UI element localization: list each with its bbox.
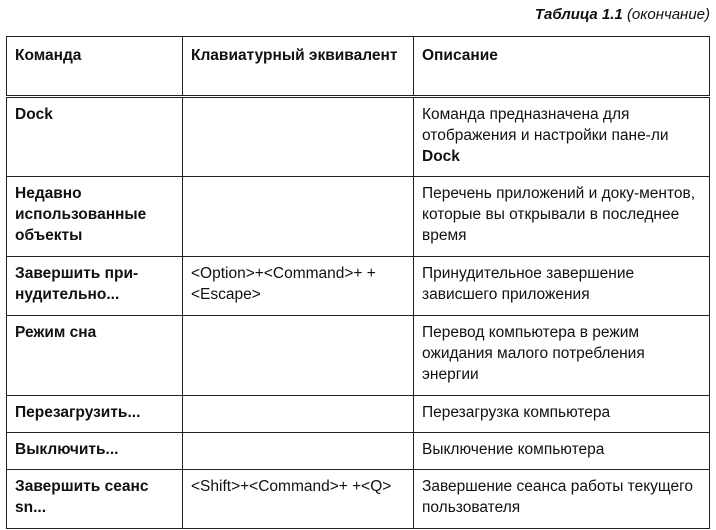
row-command: Перезагрузить... bbox=[7, 396, 183, 433]
row-description: Выключение компьютера bbox=[414, 433, 710, 470]
row-keyboard: <Shift>+<Command>+ +<Q> bbox=[183, 470, 414, 529]
table-caption-note: (окончание) bbox=[626, 6, 710, 23]
row-description: Перезагрузка компьютера bbox=[414, 396, 710, 433]
row-command: Режим сна bbox=[7, 316, 183, 396]
table-caption-label: Таблица 1.1 bbox=[534, 6, 623, 23]
row-keyboard bbox=[183, 177, 414, 257]
table-row bbox=[7, 316, 710, 396]
row-keyboard bbox=[183, 433, 414, 470]
row-keyboard bbox=[183, 396, 414, 433]
header-command: Команда bbox=[7, 37, 183, 97]
table-row bbox=[7, 470, 710, 529]
header-description: Описание bbox=[414, 37, 710, 97]
row-description: Перечень приложений и доку-ментов, которые вы открывали в последнее время bbox=[414, 177, 710, 257]
header-keyboard: Клавиатурный эквивалент bbox=[183, 37, 414, 97]
row-description bbox=[414, 97, 710, 177]
row-description-bold: Dock bbox=[422, 148, 460, 165]
row-keyboard bbox=[183, 316, 414, 396]
row-description: Перевод компьютера в режим ожидания малого потребления энергии bbox=[414, 316, 710, 396]
table-row bbox=[7, 177, 710, 257]
row-description: Завершение сеанса работы текущего пользователя bbox=[414, 470, 710, 529]
table-row bbox=[7, 433, 710, 470]
row-command: Завершить сеанс sn... bbox=[7, 470, 183, 529]
table-caption bbox=[535, 6, 710, 23]
row-command: Выключить... bbox=[7, 433, 183, 470]
row-command: Недавно использованные объекты bbox=[7, 177, 183, 257]
row-command: Завершить при-нудительно... bbox=[7, 257, 183, 316]
table-row bbox=[7, 97, 710, 177]
table-row bbox=[7, 257, 710, 316]
commands-table bbox=[6, 36, 710, 529]
row-keyboard bbox=[183, 97, 414, 177]
row-description-text: Команда предназначена для отображения и настройки пане-ли bbox=[422, 106, 669, 144]
row-keyboard: <Option>+<Command>+ +<Escape> bbox=[183, 257, 414, 316]
table-header-row bbox=[7, 37, 710, 97]
table-row bbox=[7, 396, 710, 433]
row-command: Dock bbox=[7, 97, 183, 177]
row-description: Принудительное завершение зависшего приложения bbox=[414, 257, 710, 316]
